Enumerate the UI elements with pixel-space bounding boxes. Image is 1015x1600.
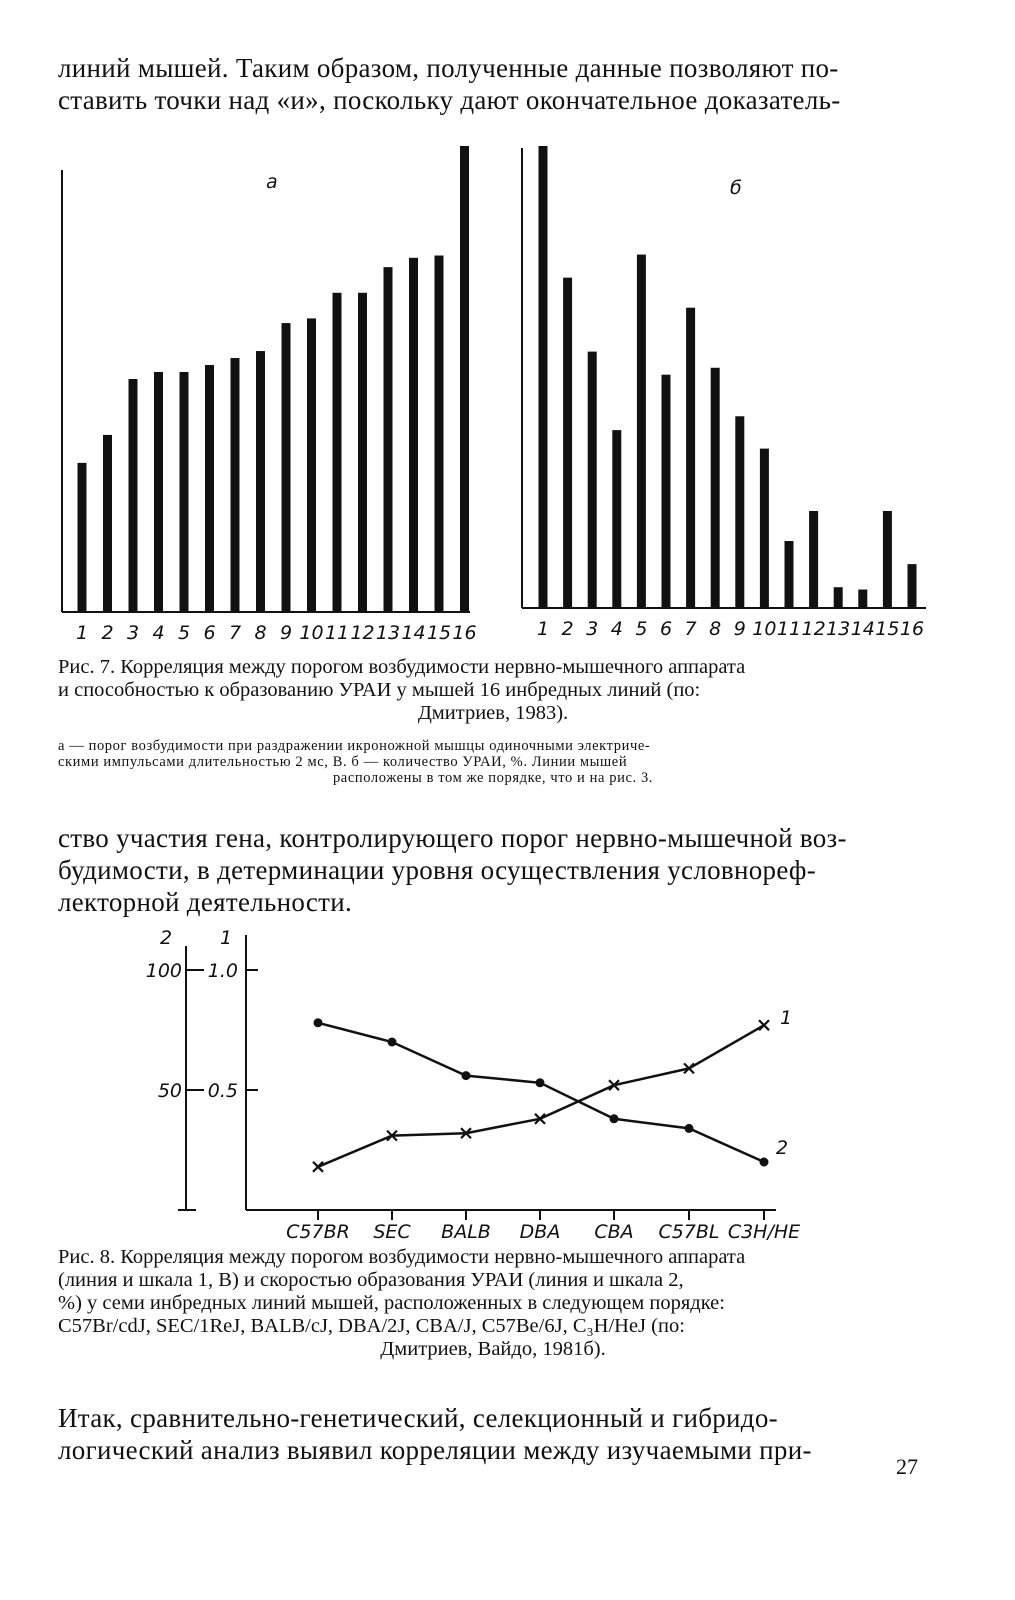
series-2-point (760, 1158, 769, 1167)
bar (129, 379, 138, 612)
text-line: ставить точки над «и», поскольку дают окончательное доказатель- (58, 85, 841, 115)
tick-label: 1 (75, 622, 89, 644)
caption-line: %) у семи инбредных линий мышей, расположенных в следующем порядке: (58, 1292, 725, 1314)
bar (735, 416, 744, 608)
bar (760, 449, 769, 608)
series-2-line (318, 1023, 764, 1162)
text-line: лекторной деятельности. (58, 887, 353, 917)
tick-label: 8 (709, 618, 722, 640)
tick-label: 5 (177, 622, 191, 644)
tick-label: 9 (279, 622, 293, 644)
page-number: 27 (896, 1454, 918, 1479)
bar (883, 511, 892, 608)
x-tick-label: C57BL (658, 1221, 720, 1243)
middle-paragraph (58, 822, 928, 918)
tick-label: 1 (536, 618, 550, 640)
bottom-paragraph (58, 1402, 928, 1466)
tick-label: 4 (610, 618, 623, 640)
x-tick-label: CBA (594, 1221, 634, 1243)
tick-label: 10 (752, 618, 777, 640)
bar (809, 511, 818, 608)
series-1-line (318, 1025, 764, 1167)
tick-label: 14 (401, 622, 426, 644)
x-tick-label: DBA (519, 1221, 561, 1243)
caption-line: Дмитриев, Вайдо, 1981б). (380, 1338, 606, 1360)
axis-2-label: 2 (160, 927, 173, 949)
tick-label: 14 (850, 618, 875, 640)
bar (180, 372, 189, 612)
note-line: расположены в том же порядке, что и на рис. 3. (332, 770, 654, 786)
bar (637, 255, 646, 608)
axis-2-tick-label: 50 (157, 1080, 182, 1102)
bar (384, 267, 393, 612)
bar (539, 146, 548, 608)
figure-7-panel-a (62, 146, 477, 644)
series-2-point (536, 1078, 545, 1087)
tick-label: 12 (350, 622, 375, 644)
bar (205, 365, 214, 612)
bar (231, 358, 240, 612)
tick-label: 2 (101, 622, 114, 644)
series-2-point (685, 1124, 694, 1133)
figure-7-panel-b (522, 146, 926, 640)
tick-label: 7 (228, 622, 242, 644)
caption-line: и способностью к образованию УРАИ у мышей 16 инбредных линий (по: (58, 679, 701, 701)
bar (908, 564, 917, 608)
panel-label-b: б (730, 177, 742, 199)
note-line: а — порог возбудимости при раздражении икроножной мышцы одиночными электриче- (58, 738, 651, 754)
axis-1-tick-label: 1.0 (207, 960, 238, 982)
axis-1-label: 1 (220, 927, 233, 949)
bar (563, 278, 572, 608)
series-2-end-label: 2 (776, 1137, 789, 1159)
bar (435, 256, 444, 612)
tick-label: 15 (875, 618, 900, 640)
figure-7-note (58, 738, 928, 786)
bar (460, 146, 469, 612)
caption-line: (линия и шкала 1, В) и скоростью образования УРАИ (линия и шкала 2, (58, 1269, 684, 1291)
text-line: Итак, сравнительно-генетический, селекционный и гибридо- (58, 1403, 778, 1433)
axis-2-tick-label: 100 (145, 960, 182, 982)
tick-label: 5 (635, 618, 648, 640)
figure-7-caption (58, 656, 928, 725)
bar (78, 463, 87, 612)
tick-label: 16 (452, 622, 477, 644)
bar (307, 318, 316, 612)
series-2-point (462, 1071, 471, 1080)
panel-label-a: а (266, 171, 278, 193)
bar (686, 308, 695, 608)
series-1-point (759, 1020, 769, 1030)
series-2-point (388, 1038, 397, 1047)
text-line: ство участия гена, контролирующего порог нервно-мышечной воз- (58, 823, 847, 853)
tick-label: 9 (733, 618, 746, 640)
tick-label: 7 (684, 618, 697, 640)
bar (662, 375, 671, 608)
bar (711, 368, 720, 608)
caption-line: Рис. 7. Корреляция между порогом возбудимости нервно-мышечного аппарата (58, 656, 746, 678)
bar (282, 323, 291, 612)
tick-label: 3 (126, 622, 140, 644)
tick-label: 10 (299, 622, 324, 644)
tick-label: 12 (801, 618, 826, 640)
bar (785, 541, 794, 608)
x-tick-label: C57BR (286, 1221, 350, 1243)
bar (834, 587, 843, 608)
caption-line: Рис. 8. Корреляция между порогом возбудимости нервно-мышечного аппарата (58, 1246, 746, 1268)
caption-line: Дмитриев, 1983). (417, 702, 569, 724)
bar (409, 258, 418, 612)
tick-label: 3 (586, 618, 599, 640)
tick-label: 13 (826, 618, 851, 640)
series-2-point (314, 1018, 323, 1027)
text-line: логический анализ выявил корреляции между изучаемыми при- (58, 1435, 812, 1465)
x-tick-label: SEC (373, 1221, 411, 1243)
note-line: скими импульсами длительностью 2 мс, В. б — количество УРАИ, %. Линии мышей (58, 754, 628, 770)
tick-label: 11 (776, 618, 802, 640)
caption-line: C57Br/cdJ, SEC/1ReJ, BALB/cJ, DBA/2J, CBA/J, C57Be/6J, C₃H/HeJ (по: (58, 1315, 685, 1337)
tick-label: 6 (203, 622, 216, 644)
figure-8-line-chart (146, 927, 800, 1243)
tick-label: 6 (659, 618, 673, 640)
tick-label: 11 (324, 622, 350, 644)
bar (103, 435, 112, 612)
tick-label: 13 (375, 622, 401, 644)
bar (154, 372, 163, 612)
figure-8-caption (58, 1246, 928, 1361)
tick-label: 8 (254, 622, 267, 644)
series-1-point (313, 1162, 323, 1172)
text-line: линий мышей. Таким образом, полученные данные позволяют по- (58, 53, 839, 83)
series-1-end-label: 1 (780, 1007, 793, 1029)
tick-label: 2 (561, 618, 574, 640)
x-tick-label: C3H/HE (727, 1221, 801, 1243)
tick-label: 16 (899, 618, 925, 640)
series-2-point (610, 1114, 619, 1123)
axis-1-tick-label: 0.5 (207, 1080, 238, 1102)
text-line: будимости, в детерминации уровня осуществления условнореф- (58, 855, 817, 885)
bar (858, 590, 867, 608)
bar (256, 351, 265, 612)
bar (358, 293, 367, 612)
tick-label: 4 (152, 622, 165, 644)
bar (333, 293, 342, 612)
tick-label: 15 (426, 622, 452, 644)
bar (612, 430, 621, 608)
bar (588, 352, 597, 608)
x-tick-label: BALB (441, 1221, 491, 1243)
